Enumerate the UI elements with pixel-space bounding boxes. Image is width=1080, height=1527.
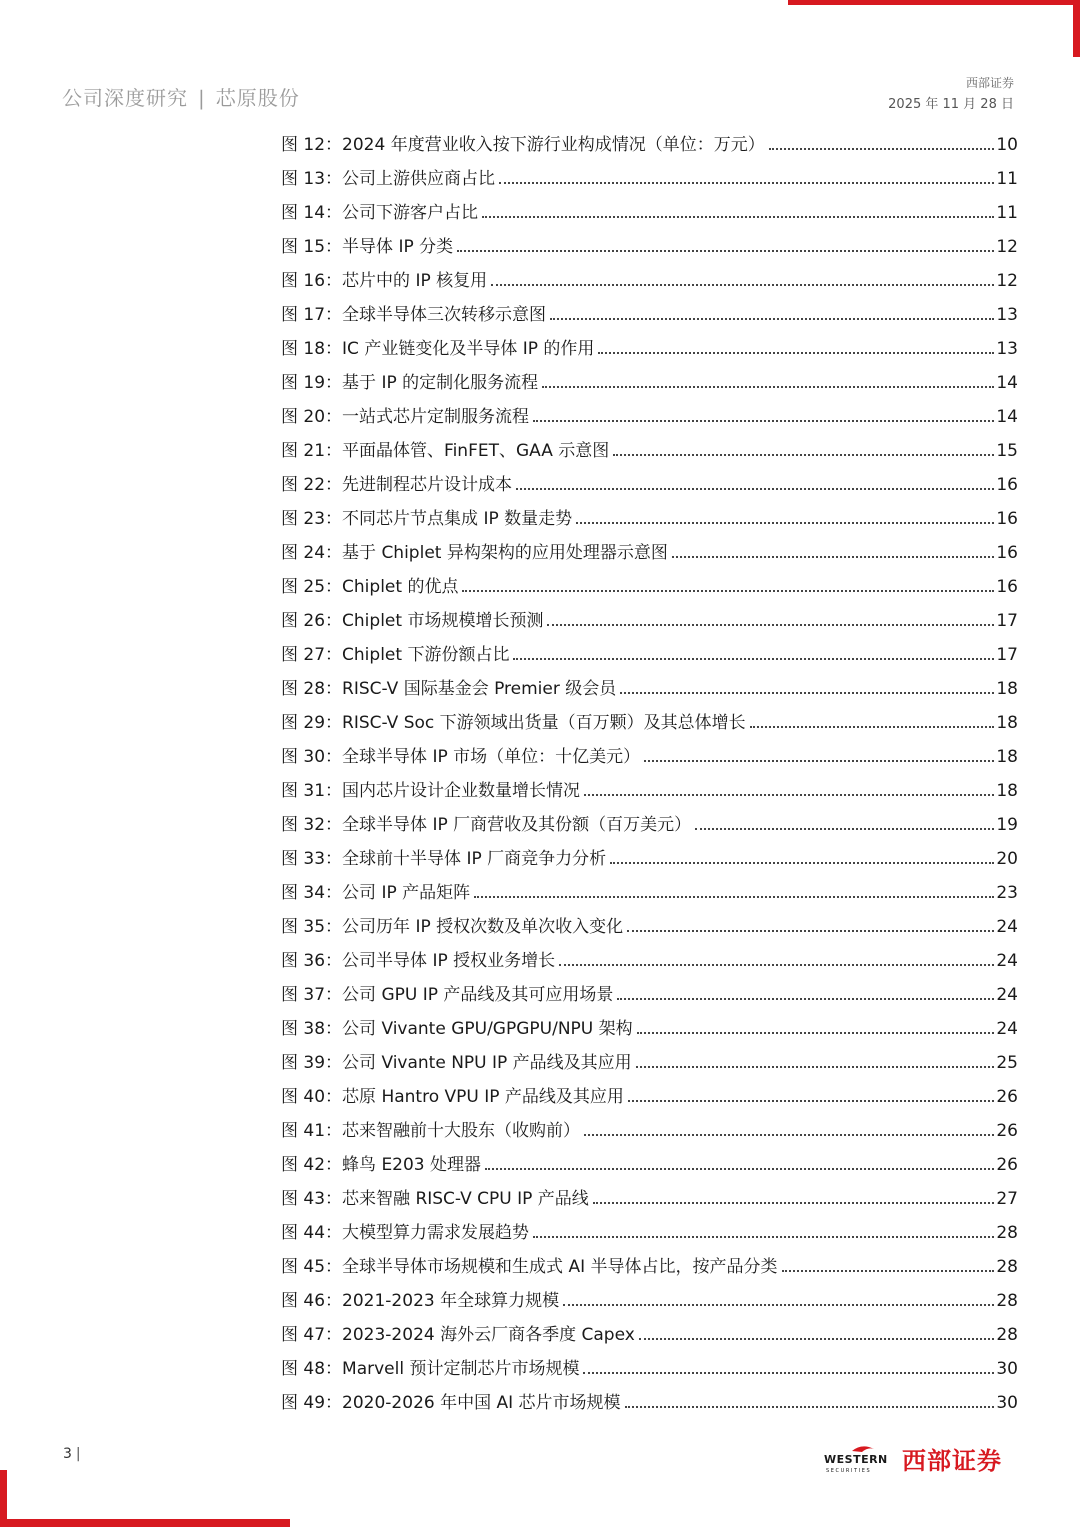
frame-top-line bbox=[788, 0, 1080, 5]
toc-entry[interactable] bbox=[281, 606, 1018, 640]
toc-entry-label: 图 19：基于 IP 的定制化服务流程 bbox=[281, 373, 539, 393]
toc-entry[interactable] bbox=[281, 1320, 1018, 1354]
toc-entry-label: 图 32：全球半导体 IP 厂商营收及其份额（百万美元） bbox=[281, 815, 692, 835]
toc-entry-label: 图 39：公司 Vivante NPU IP 产品线及其应用 bbox=[281, 1053, 632, 1073]
toc-entry-page: 24 bbox=[996, 1019, 1018, 1039]
toc-entry[interactable] bbox=[281, 470, 1018, 504]
report-date: 2025 年 11 月 28 日 bbox=[888, 97, 1014, 112]
toc-entry[interactable] bbox=[281, 1116, 1018, 1150]
logo-en-bottom: SECURITIES bbox=[826, 1468, 872, 1474]
toc-dot-leader bbox=[750, 726, 995, 728]
toc-entry-label: 图 30：全球半导体 IP 市场（单位：十亿美元） bbox=[281, 747, 641, 767]
toc-dot-leader bbox=[474, 896, 994, 898]
page-number bbox=[63, 1446, 81, 1462]
toc-entry-page: 14 bbox=[996, 373, 1018, 393]
toc-dot-leader bbox=[695, 828, 994, 830]
toc-entry-page: 26 bbox=[996, 1121, 1018, 1141]
toc-entry-label: 图 26：Chiplet 市场规模增长预测 bbox=[281, 611, 544, 631]
company-logo bbox=[822, 1441, 1018, 1475]
toc-dot-leader bbox=[584, 1134, 994, 1136]
report-type: 公司深度研究 bbox=[62, 86, 188, 110]
toc-entry[interactable] bbox=[281, 368, 1018, 402]
toc-dot-leader bbox=[637, 1032, 995, 1034]
toc-entry-label: 图 21：平面晶体管、FinFET、GAA 示意图 bbox=[281, 441, 610, 461]
toc-dot-leader bbox=[628, 1100, 994, 1102]
toc-entry[interactable] bbox=[281, 742, 1018, 776]
toc-entry-page: 18 bbox=[996, 747, 1018, 767]
toc-entry-page: 16 bbox=[996, 475, 1018, 495]
toc-entry-page: 24 bbox=[996, 951, 1018, 971]
toc-entry-page: 28 bbox=[996, 1325, 1018, 1345]
toc-entry-page: 12 bbox=[996, 237, 1018, 257]
toc-dot-leader bbox=[644, 760, 994, 762]
toc-dot-leader bbox=[491, 284, 994, 286]
toc-entry-page: 12 bbox=[996, 271, 1018, 291]
toc-entry-page: 13 bbox=[996, 305, 1018, 325]
toc-entry-label: 图 24：基于 Chiplet 异构架构的应用处理器示意图 bbox=[281, 543, 668, 563]
toc-entry-label: 图 42：蜂鸟 E203 处理器 bbox=[281, 1155, 482, 1175]
toc-entry[interactable] bbox=[281, 878, 1018, 912]
toc-dot-leader bbox=[457, 250, 994, 252]
toc-entry-label: 图 17：全球半导体三次转移示意图 bbox=[281, 305, 547, 325]
toc-entry-page: 10 bbox=[996, 135, 1018, 155]
toc-dot-leader bbox=[769, 148, 995, 150]
toc-entry[interactable] bbox=[281, 946, 1018, 980]
toc-entry[interactable] bbox=[281, 130, 1018, 164]
toc-entry-label: 图 23：不同芯片节点集成 IP 数量走势 bbox=[281, 509, 573, 529]
toc-entry-label: 图 13：公司上游供应商占比 bbox=[281, 169, 496, 189]
toc-dot-leader bbox=[584, 794, 994, 796]
toc-entry-page: 30 bbox=[996, 1359, 1018, 1379]
toc-entry-page: 11 bbox=[996, 203, 1018, 223]
toc-dot-leader bbox=[547, 624, 994, 626]
toc-dot-leader bbox=[533, 1236, 994, 1238]
toc-entry-page: 19 bbox=[996, 815, 1018, 835]
toc-entry-label: 图 15：半导体 IP 分类 bbox=[281, 237, 454, 257]
toc-entry-label: 图 25：Chiplet 的优点 bbox=[281, 577, 459, 597]
toc-entry-label: 图 34：公司 IP 产品矩阵 bbox=[281, 883, 471, 903]
toc-dot-leader bbox=[513, 658, 994, 660]
toc-dot-leader bbox=[598, 352, 994, 354]
toc-entry[interactable] bbox=[281, 538, 1018, 572]
toc-entry-label: 图 37：公司 GPU IP 产品线及其可应用场景 bbox=[281, 985, 614, 1005]
toc-dot-leader bbox=[559, 964, 994, 966]
toc-entry[interactable] bbox=[281, 1184, 1018, 1218]
toc-entry-label: 图 47：2023-2024 海外云厂商各季度 Capex bbox=[281, 1325, 635, 1345]
toc-dot-leader bbox=[563, 1304, 994, 1306]
toc-entry-page: 16 bbox=[996, 577, 1018, 597]
toc-dot-leader bbox=[550, 318, 994, 320]
frame-bottom-line bbox=[0, 1519, 290, 1527]
toc-entry[interactable] bbox=[281, 1082, 1018, 1116]
toc-dot-leader bbox=[533, 420, 994, 422]
toc-dot-leader bbox=[620, 692, 994, 694]
toc-entry-label: 图 28：RISC-V 国际基金会 Premier 级会员 bbox=[281, 679, 617, 699]
toc-entry[interactable] bbox=[281, 300, 1018, 334]
toc-entry-label: 图 49：2020-2026 年中国 AI 芯片市场规模 bbox=[281, 1393, 621, 1413]
toc-entry-label: 图 35：公司历年 IP 授权次数及单次收入变化 bbox=[281, 917, 624, 937]
toc-dot-leader bbox=[542, 386, 994, 388]
toc-entry-page: 14 bbox=[996, 407, 1018, 427]
toc-entry[interactable] bbox=[281, 1150, 1018, 1184]
page-number-value: 3 bbox=[63, 1446, 72, 1462]
toc-dot-leader bbox=[613, 454, 994, 456]
toc-entry-page: 16 bbox=[996, 543, 1018, 563]
toc-entry-page: 24 bbox=[996, 917, 1018, 937]
toc-entry[interactable] bbox=[281, 844, 1018, 878]
toc-entry-label: 图 46：2021-2023 年全球算力规模 bbox=[281, 1291, 560, 1311]
broker-name: 西部证券 bbox=[965, 76, 1014, 90]
toc-entry[interactable] bbox=[281, 164, 1018, 198]
toc-entry[interactable] bbox=[281, 266, 1018, 300]
toc-dot-leader bbox=[516, 488, 994, 490]
toc-dot-leader bbox=[485, 1168, 994, 1170]
toc-entry-page: 26 bbox=[996, 1087, 1018, 1107]
toc-dot-leader bbox=[576, 522, 994, 524]
toc-entry[interactable] bbox=[281, 980, 1018, 1014]
frame-bottom-corner bbox=[0, 1470, 7, 1527]
toc-entry-label: 图 48：Marvell 预计定制芯片市场规模 bbox=[281, 1359, 580, 1379]
report-header bbox=[62, 82, 300, 111]
toc-entry-label: 图 31：国内芯片设计企业数量增长情况 bbox=[281, 781, 581, 801]
toc-entry-label: 图 20：一站式芯片定制服务流程 bbox=[281, 407, 530, 427]
logo-wing-shape bbox=[852, 1446, 874, 1452]
toc-entry-label: 图 22：先进制程芯片设计成本 bbox=[281, 475, 513, 495]
toc-entry-label: 图 33：全球前十半导体 IP 厂商竞争力分析 bbox=[281, 849, 607, 869]
toc-dot-leader bbox=[627, 930, 994, 932]
toc-entry-page: 11 bbox=[996, 169, 1018, 189]
toc-entry-page: 30 bbox=[996, 1393, 1018, 1413]
toc-entry[interactable] bbox=[281, 1354, 1018, 1388]
toc-dot-leader bbox=[610, 862, 994, 864]
toc-entry-page: 26 bbox=[996, 1155, 1018, 1175]
toc-entry[interactable] bbox=[281, 708, 1018, 742]
toc-entry-label: 图 18：IC 产业链变化及半导体 IP 的作用 bbox=[281, 339, 595, 359]
toc-entry-page: 23 bbox=[996, 883, 1018, 903]
toc-dot-leader bbox=[593, 1202, 995, 1204]
toc-entry[interactable] bbox=[281, 640, 1018, 674]
toc-entry[interactable] bbox=[281, 504, 1018, 538]
frame-top-corner bbox=[1073, 0, 1080, 57]
toc-entry-label: 图 40：芯原 Hantro VPU IP 产品线及其应用 bbox=[281, 1087, 624, 1107]
page-number-separator: | bbox=[75, 1446, 81, 1462]
toc-entry-page: 18 bbox=[996, 781, 1018, 801]
toc-entry-page: 15 bbox=[996, 441, 1018, 461]
toc-entry-label: 图 29：RISC-V Soc 下游领域出货量（百万颗）及其总体增长 bbox=[281, 713, 746, 733]
figure-list bbox=[281, 130, 1018, 1422]
toc-entry[interactable] bbox=[281, 334, 1018, 368]
toc-entry-label: 图 36：公司半导体 IP 授权业务增长 bbox=[281, 951, 556, 971]
toc-dot-leader bbox=[499, 182, 994, 184]
toc-entry[interactable] bbox=[281, 1218, 1018, 1252]
toc-entry[interactable] bbox=[281, 912, 1018, 946]
toc-entry-page: 17 bbox=[996, 645, 1018, 665]
toc-dot-leader bbox=[462, 590, 994, 592]
toc-entry[interactable] bbox=[281, 1048, 1018, 1082]
toc-entry[interactable] bbox=[281, 1014, 1018, 1048]
toc-entry-label: 图 14：公司下游客户占比 bbox=[281, 203, 479, 223]
toc-entry[interactable] bbox=[281, 572, 1018, 606]
toc-dot-leader bbox=[482, 216, 994, 218]
toc-entry[interactable] bbox=[281, 198, 1018, 232]
toc-entry[interactable] bbox=[281, 810, 1018, 844]
toc-entry-page: 24 bbox=[996, 985, 1018, 1005]
toc-entry-page: 25 bbox=[996, 1053, 1018, 1073]
toc-entry-page: 13 bbox=[996, 339, 1018, 359]
western-logo-icon bbox=[822, 1441, 902, 1475]
toc-entry[interactable] bbox=[281, 402, 1018, 436]
toc-entry[interactable] bbox=[281, 436, 1018, 470]
logo-cn-text: 西部证券 bbox=[902, 1447, 1002, 1475]
toc-entry-label: 图 12：2024 年度营业收入按下游行业构成情况（单位：万元） bbox=[281, 135, 765, 155]
toc-dot-leader bbox=[782, 1270, 995, 1272]
toc-entry-page: 28 bbox=[996, 1223, 1018, 1243]
toc-entry-page: 18 bbox=[996, 679, 1018, 699]
toc-dot-leader bbox=[636, 1066, 995, 1068]
toc-entry-label: 图 43：芯来智融 RISC-V CPU IP 产品线 bbox=[281, 1189, 589, 1209]
toc-entry-page: 28 bbox=[996, 1257, 1018, 1277]
toc-entry-label: 图 41：芯来智融前十大股东（收购前） bbox=[281, 1121, 581, 1141]
header-separator: | bbox=[198, 86, 206, 110]
toc-entry-page: 20 bbox=[996, 849, 1018, 869]
toc-entry-page: 27 bbox=[996, 1189, 1018, 1209]
logo-en-top: WESTERN bbox=[824, 1453, 888, 1466]
toc-entry[interactable] bbox=[281, 776, 1018, 810]
toc-entry-label: 图 38：公司 Vivante GPU/GPGPU/NPU 架构 bbox=[281, 1019, 633, 1039]
toc-dot-leader bbox=[617, 998, 994, 1000]
toc-entry-label: 图 45：全球半导体市场规模和生成式 AI 半导体占比，按产品分类 bbox=[281, 1257, 778, 1277]
toc-entry[interactable] bbox=[281, 674, 1018, 708]
toc-entry[interactable] bbox=[281, 1388, 1018, 1422]
toc-entry[interactable] bbox=[281, 1252, 1018, 1286]
toc-entry-page: 17 bbox=[996, 611, 1018, 631]
toc-entry-label: 图 27：Chiplet 下游份额占比 bbox=[281, 645, 510, 665]
toc-dot-leader bbox=[639, 1338, 995, 1340]
toc-dot-leader bbox=[583, 1372, 994, 1374]
toc-dot-leader bbox=[625, 1406, 995, 1408]
toc-entry-label: 图 16：芯片中的 IP 核复用 bbox=[281, 271, 488, 291]
toc-entry[interactable] bbox=[281, 1286, 1018, 1320]
toc-dot-leader bbox=[672, 556, 995, 558]
company-name: 芯原股份 bbox=[215, 86, 300, 110]
toc-entry-page: 18 bbox=[996, 713, 1018, 733]
toc-entry[interactable] bbox=[281, 232, 1018, 266]
toc-entry-label: 图 44：大模型算力需求发展趋势 bbox=[281, 1223, 530, 1243]
toc-entry-page: 28 bbox=[996, 1291, 1018, 1311]
toc-entry-page: 16 bbox=[996, 509, 1018, 529]
